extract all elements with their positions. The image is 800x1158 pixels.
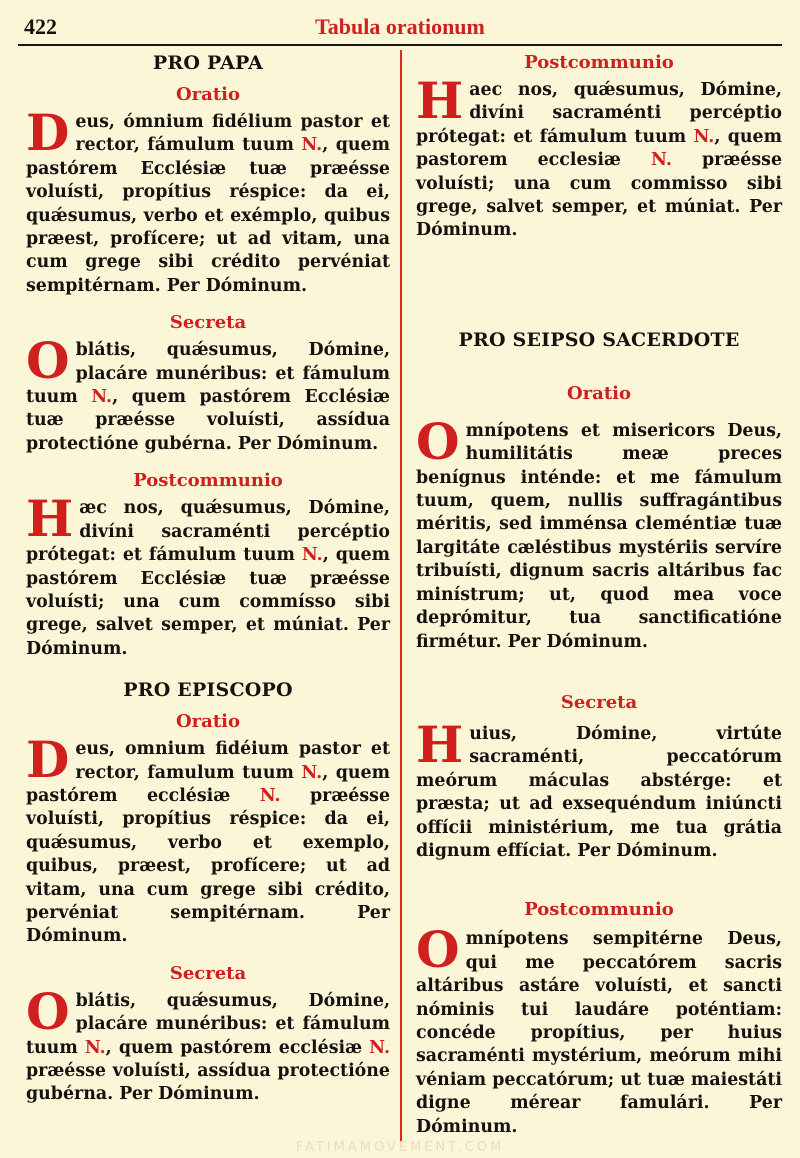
drop-cap: D <box>26 730 70 790</box>
prayer-text <box>26 331 390 456</box>
prayer-text <box>416 71 783 243</box>
prayer-segment: mnípotens sempitérne Deus, qui me peccatórem sacris altáribus astáre voluísti, et sancti nóminis tui laudáre poténtiam: concéde propítius, per huius sacraménti mystérium, meórum mihi véniam peccatórum; ut tuæ maiestáti digne mérear famulári. Per Dóminum. <box>416 929 782 1137</box>
drop-cap: H <box>416 714 464 774</box>
drop-cap: D <box>26 103 70 162</box>
prayer-segment: aec nos, quǽsumus, Dómine, divíni sacraménti percéptio prótegat: et fámulum tuum <box>416 80 782 147</box>
left-column <box>26 48 390 1107</box>
name-placeholder: N. <box>369 1037 390 1058</box>
page-header <box>18 10 782 46</box>
drop-cap: O <box>416 411 460 471</box>
prayer-segment: eus, ómnium fidélium pastor et rector, fámulum tuum <box>75 112 390 156</box>
prayer-text <box>26 103 390 298</box>
heading-postcommunio: Postcommunio <box>524 52 674 73</box>
heading-postcommunio: Postcommunio <box>133 470 283 492</box>
heading-secreta: Secreta <box>169 962 247 984</box>
prayer-segment: eus, omnium fidéium pastor et rector, famulum tuum <box>75 739 390 783</box>
prayer-segment: præésse voluísti, propítius réspice: da ei, quǽsumus, verbo et exemplo, quibus, præest, profícere; ut ad vitam, una cum grege sibi crédito, pervéniat sempitérnam. Per Dóminum. <box>26 785 391 947</box>
section-title-pro-papa: PRO PAPA <box>152 52 264 74</box>
name-placeholder: N. <box>301 762 323 783</box>
prayer-segment: præésse voluísti; una cum commisso sibi grege, salvet semper, et múniat. Per Dóminum. <box>416 150 783 241</box>
prayer-text <box>416 411 782 654</box>
drop-cap: H <box>26 489 74 549</box>
heading-oratio: Oratio <box>567 382 631 404</box>
heading-secreta: Secreta <box>560 691 638 713</box>
heading-oratio: Oratio <box>176 84 240 105</box>
heading-postcommunio: Postcommunio <box>524 899 674 921</box>
prayer-segment: uius, Dómine, virtúte sacraménti, peccatórum meórum máculas abstérge: et præsta; ut ad exsequéndum iniúncti offícii ministérium, me tua grátia dignum effíciat. Per Dóminum. <box>416 723 782 861</box>
prayer-text <box>416 920 782 1139</box>
page-number: 422 <box>24 14 57 39</box>
right-column <box>416 48 782 1139</box>
name-placeholder: N. <box>651 150 672 171</box>
prayer-text <box>26 489 390 661</box>
name-placeholder: N. <box>84 1037 106 1058</box>
watermark: FATIMAMOVEMENT.COM <box>295 1140 505 1155</box>
running-title: Tabula orationum <box>315 14 485 39</box>
drop-cap: H <box>416 71 464 130</box>
name-placeholder: N. <box>301 545 323 566</box>
section-title-pro-episcopo: PRO EPISCOPO <box>123 679 293 702</box>
heading-oratio: Oratio <box>176 711 240 733</box>
prayer-text <box>416 714 782 863</box>
prayer-segment: , quem pastorem ecclesiæ <box>416 126 782 171</box>
drop-cap: O <box>26 981 70 1041</box>
prayer-segment: æc nos, quǽsumus, Dómine, divíni sacraménti percéptio prótegat: et fámulum tuum <box>26 498 390 566</box>
prayer-segment: præésse voluísti, assídua protectióne gubérna. Per Dóminum. <box>26 1061 390 1105</box>
prayer-segment: , quem pastórem ecclésiæ <box>26 762 390 806</box>
prayer-segment: blátis, quǽsumus, Dómine, placáre munéribus: et fámulum tuum <box>26 340 390 408</box>
name-placeholder: N. <box>259 785 281 806</box>
prayer-segment: , quem pastórem Ecclésiæ tuæ præésse voluísti, assídua protectióne gubérna. Per Dóminum. <box>26 387 390 454</box>
drop-cap: O <box>26 331 70 391</box>
prayer-segment: , quem pastórem Ecclésiæ tuæ præésse voluísti, propítius réspice: da ei, quǽsumus, verbo et exémplo, quibus præest, profícere; ut ad vitam, una cum grege sibi crédito pervéniat sempitérnam. Per Dóminum. <box>26 135 390 296</box>
name-placeholder: N. <box>693 126 715 147</box>
prayer-text <box>26 730 391 949</box>
prayer-segment: , quem pastórem ecclésiæ <box>105 1037 370 1058</box>
prayer-segment: , quem pastórem Ecclésiæ tuæ præésse voluísti; una cum commísso sibi grege, salvet semper, et múniat. Per Dóminum. <box>26 545 390 659</box>
prayer-segment: mnípotens et misericors Deus, humilitátis meæ preces benígnus inténde: et me fámulum tuum, quem, nullis suffragántibus méritis, sed imménsa cleméntiæ tuæ largitáte cæléstibus mystériis servíre tribuísti, dignum sacris altáribus fac minístrum; ut, quod mea voce deprómitur, tua sanctificatióne firmétur. Per Dóminum. <box>416 420 782 652</box>
prayer-segment: blátis, quǽsumus, Dómine, placáre munéribus: et fámulum tuum <box>26 990 390 1058</box>
column-divider <box>400 50 402 1142</box>
section-title-pro-seipso: PRO SEIPSO SACERDOTE <box>458 328 740 351</box>
name-placeholder: N. <box>301 135 323 156</box>
prayer-text <box>26 981 390 1107</box>
heading-secreta: Secreta <box>169 312 247 334</box>
name-placeholder: N. <box>91 387 113 408</box>
drop-cap: O <box>416 920 460 980</box>
